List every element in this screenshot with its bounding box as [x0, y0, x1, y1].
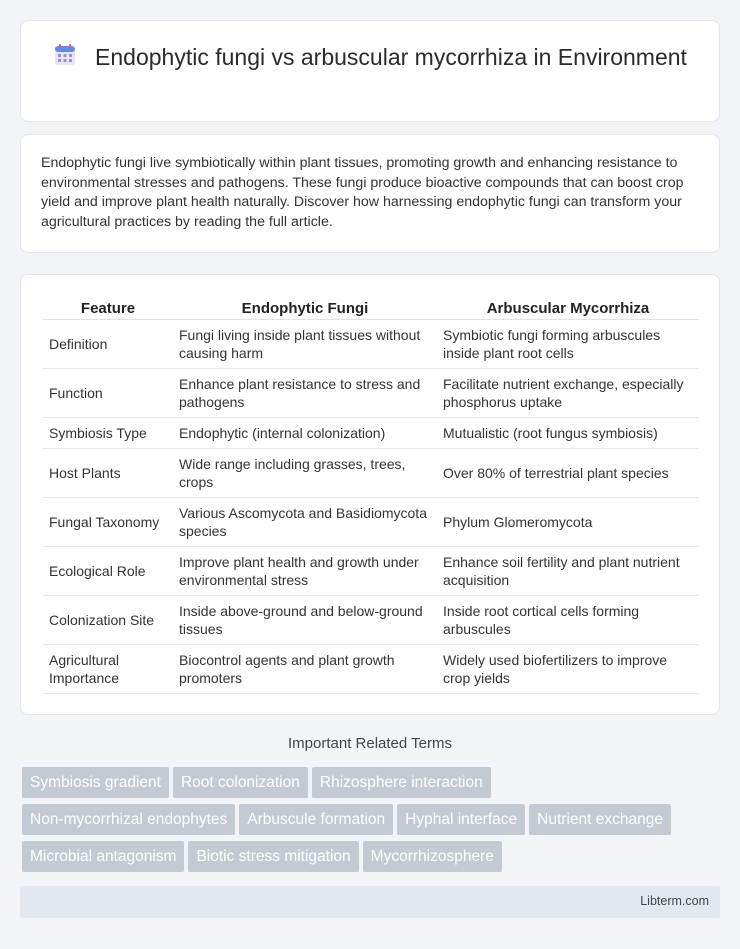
endophytic-cell: Enhance plant resistance to stress and pathogens	[173, 368, 437, 417]
feature-cell: Function	[43, 368, 173, 417]
feature-cell: Host Plants	[43, 448, 173, 497]
mycorrhiza-cell: Mutualistic (root fungus symbiosis)	[437, 417, 699, 448]
header-card	[20, 20, 720, 122]
feature-cell: Colonization Site	[43, 595, 173, 644]
intro-card	[20, 134, 720, 253]
feature-cell: Ecological Role	[43, 546, 173, 595]
mycorrhiza-cell: Widely used biofertilizers to improve crop yields	[437, 644, 699, 693]
endophytic-cell: Endophytic (internal colonization)	[173, 417, 437, 448]
intro-paragraph: Endophytic fungi live symbiotically within plant tissues, promoting growth and enhancing resistance to environmental stresses and pathogens. These fungi produce bioactive compounds that can boost crop yield and improve plant health naturally. Discover how harnessing endophytic fungi can transform your agricultural practices by reading the full article.	[41, 155, 684, 230]
footer-bar	[20, 886, 720, 918]
feature-cell: Symbiosis Type	[43, 417, 173, 448]
header-feature: Feature	[43, 295, 173, 319]
header-arbuscular-mycorrhiza: Arbuscular Mycorrhiza	[437, 295, 699, 319]
tag-rhizosphere-interaction[interactable]: Rhizosphere interaction	[312, 767, 491, 798]
tag-arbuscule-formation[interactable]: Arbuscule formation	[239, 804, 393, 835]
mycorrhiza-cell: Over 80% of terrestrial plant species	[437, 448, 699, 497]
mycorrhiza-cell: Phylum Glomeromycota	[437, 497, 699, 546]
tag-microbial-antagonism[interactable]: Microbial antagonism	[22, 841, 184, 872]
table-row	[43, 595, 699, 644]
tag-non-mycorrhizal-endophytes[interactable]: Non-mycorrhizal endophytes	[22, 804, 235, 835]
comparison-table-card	[20, 274, 720, 715]
tag-row	[22, 841, 712, 878]
endophytic-cell: Fungi living inside plant tissues without causing harm	[173, 319, 437, 368]
comparison-table	[43, 295, 699, 694]
mycorrhiza-cell: Facilitate nutrient exchange, especially phosphorus uptake	[437, 368, 699, 417]
tag-row	[22, 767, 712, 804]
endophytic-cell: Inside above-ground and below-ground tissues	[173, 595, 437, 644]
calendar-icon	[53, 43, 77, 67]
tag-root-colonization[interactable]: Root colonization	[173, 767, 308, 798]
tag-mycorrhizosphere[interactable]: Mycorrhizosphere	[363, 841, 502, 872]
related-terms-list	[22, 767, 712, 878]
page-title: Endophytic fungi vs arbuscular mycorrhiza in Environment	[95, 44, 687, 70]
table-row	[43, 644, 699, 693]
endophytic-cell: Biocontrol agents and plant growth promoters	[173, 644, 437, 693]
mycorrhiza-cell: Inside root cortical cells forming arbuscules	[437, 595, 699, 644]
table-row	[43, 417, 699, 448]
table-header-row	[43, 295, 699, 319]
tag-hyphal-interface[interactable]: Hyphal interface	[397, 804, 525, 835]
mycorrhiza-cell: Enhance soil fertility and plant nutrient acquisition	[437, 546, 699, 595]
feature-cell: Definition	[43, 319, 173, 368]
table-row	[43, 319, 699, 368]
related-terms-title: Important Related Terms	[288, 735, 452, 752]
endophytic-cell: Improve plant health and growth under environmental stress	[173, 546, 437, 595]
table-row	[43, 546, 699, 595]
feature-cell: Agricultural Importance	[43, 644, 173, 693]
table-row	[43, 497, 699, 546]
mycorrhiza-cell: Symbiotic fungi forming arbuscules inside plant root cells	[437, 319, 699, 368]
tag-symbiosis-gradient[interactable]: Symbiosis gradient	[22, 767, 169, 798]
header-endophytic-fungi: Endophytic Fungi	[173, 295, 437, 319]
tag-row	[22, 804, 712, 841]
table-row	[43, 448, 699, 497]
tag-nutrient-exchange[interactable]: Nutrient exchange	[529, 804, 671, 835]
table-row	[43, 368, 699, 417]
page-title-wrap	[21, 43, 719, 72]
feature-cell: Fungal Taxonomy	[43, 497, 173, 546]
footer-site-link[interactable]: Libterm.com	[640, 894, 709, 908]
tag-biotic-stress-mitigation[interactable]: Biotic stress mitigation	[188, 841, 358, 872]
endophytic-cell: Wide range including grasses, trees, crops	[173, 448, 437, 497]
endophytic-cell: Various Ascomycota and Basidiomycota species	[173, 497, 437, 546]
